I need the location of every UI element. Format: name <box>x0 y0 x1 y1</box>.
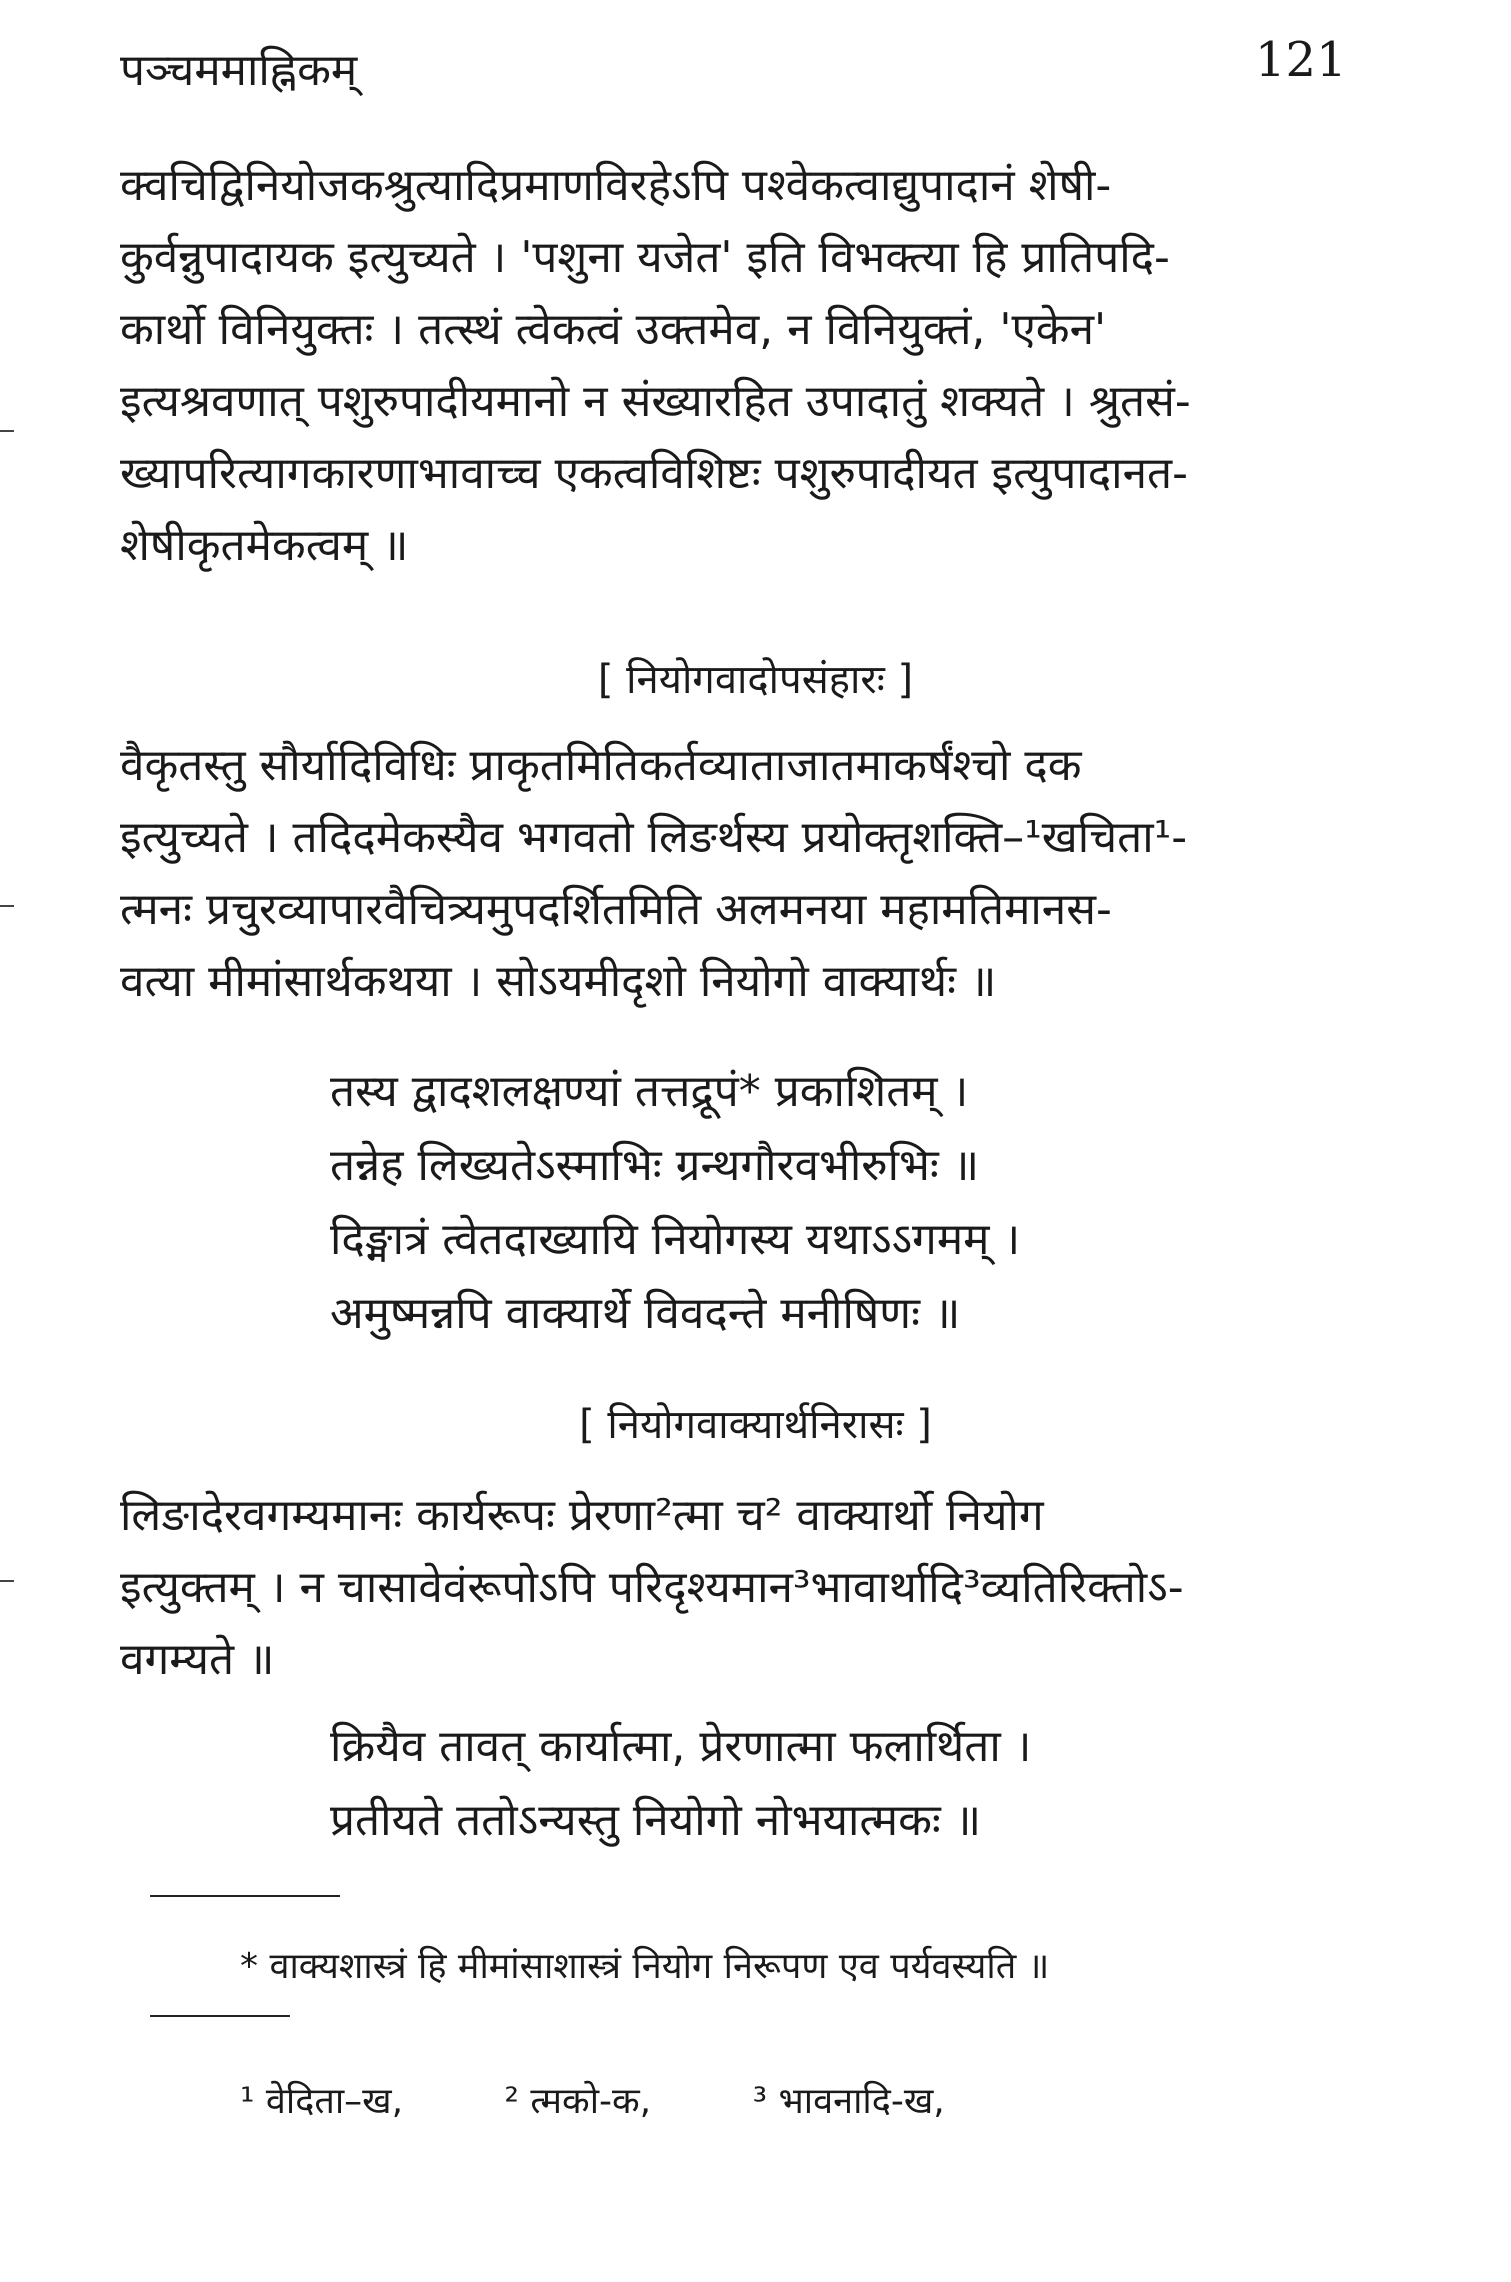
text-line: इत्युक्तम् । न चासावेवंरूपोऽपि परिदृश्यमान³भावार्थादि³व्यतिरिक्तोऽ- <box>120 1562 1184 1613</box>
margin-mark <box>0 430 14 432</box>
text-line: वैकृतस्तु सौर्यादिविधिः प्राकृतमितिकर्तव्याताजातमाकर्षंश्चो दक <box>120 740 1082 791</box>
margin-mark <box>0 1580 14 1582</box>
verse-2 <box>330 1710 1031 1858</box>
footnote-rule-top <box>150 1895 340 1897</box>
footnote-rule-bottom <box>150 2015 290 2017</box>
paragraph-2 <box>120 730 1370 1018</box>
verse-line: तस्य द्वादशलक्षण्यां तत्तद्रूपं* प्रकाशितम् । <box>330 1066 969 1117</box>
verse-line: दिङ्मात्रं त्वेतदाख्यायि नियोगस्य यथाऽऽगमम् । <box>330 1214 1021 1265</box>
text-line: इत्युच्यते । तदिदमेकस्यैव भगवतो लिङर्थस्य प्रयोक्तृशक्ति–¹खचिता¹- <box>120 812 1188 863</box>
variant-reading: ³ भावनादि-ख, <box>752 2081 945 2122</box>
verse-line: अमुष्मन्नपि वाक्यार्थे विवदन्ते मनीषिणः ॥ <box>330 1288 961 1339</box>
variant-reading: ² त्मको-क, <box>504 2081 652 2122</box>
text-line: इत्यश्रवणात् पशुरुपादीयमानो न संख्यारहित उपादातुं शक्यते । श्रुतसं- <box>120 376 1191 427</box>
text-line: कुर्वन्नुपादायक इत्युच्यते । 'पशुना यजेत' इति विभक्त्या हि प्रातिपदि- <box>120 232 1170 283</box>
footnote-star: * वाक्यशास्त्रं हि मीमांसाशास्त्रं नियोग निरूपण एव पर्यवस्यति ॥ <box>240 1946 1050 1987</box>
text-line: शेषीकृतमेकत्वम् ॥ <box>120 520 409 571</box>
text-line: कार्थो विनियुक्तः । तत्स्थं त्वेकत्वं उक्तमेव, न विनियुक्तं, 'एकेन' <box>120 304 1107 355</box>
text-line: वगम्यते ॥ <box>120 1634 275 1685</box>
text-line: त्मनः प्रचुरव्यापारवैचित्र्यमुपदर्शितमिति अलमनया महामतिमानस- <box>120 884 1112 935</box>
variant-reading: ¹ वेदिता–ख, <box>240 2081 404 2122</box>
variant-readings <box>240 2075 1035 2124</box>
section-heading-2: [ नियोगवाक्यार्थनिरासः ] <box>579 1402 932 1448</box>
text-line: लिङादेरवगम्यमानः कार्यरूपः प्रेरणा²त्मा च² वाक्यार्थो नियोग <box>120 1490 1044 1541</box>
text-line: वत्या मीमांसार्थकथया । सोऽयमीदृशो नियोगो वाक्यार्थः ॥ <box>120 956 997 1007</box>
text-line: क्वचिद्विनियोजकश्रुत्यादिप्रमाणविरहेऽपि पश्वेकत्वाद्युपादानं शेषी- <box>120 160 1112 211</box>
verse-1 <box>330 1055 1020 1351</box>
section-heading-1: [ नियोगवादोपसंहारः ] <box>597 657 914 703</box>
verse-line: प्रतीयते ततोऽन्यस्तु नियोगो नोभयात्मकः ॥ <box>330 1795 982 1846</box>
margin-mark <box>0 905 14 907</box>
page-number: 121 <box>1255 32 1347 88</box>
paragraph-1 <box>120 150 1370 582</box>
text-line: ख्यापरित्यागकारणाभावाच्च एकत्वविशिष्टः पशुरुपादीयत इत्युपादानत- <box>120 448 1188 499</box>
paragraph-3 <box>120 1480 1370 1696</box>
verse-line: तन्नेह लिख्यतेऽस्माभिः ग्रन्थगौरवभीरुभिः ॥ <box>330 1140 980 1191</box>
running-head: पञ्चममाह्निकम् <box>120 45 358 96</box>
verse-line: क्रियैव तावत् कार्यात्मा, प्रेरणात्मा फलार्थिता । <box>330 1721 1032 1772</box>
